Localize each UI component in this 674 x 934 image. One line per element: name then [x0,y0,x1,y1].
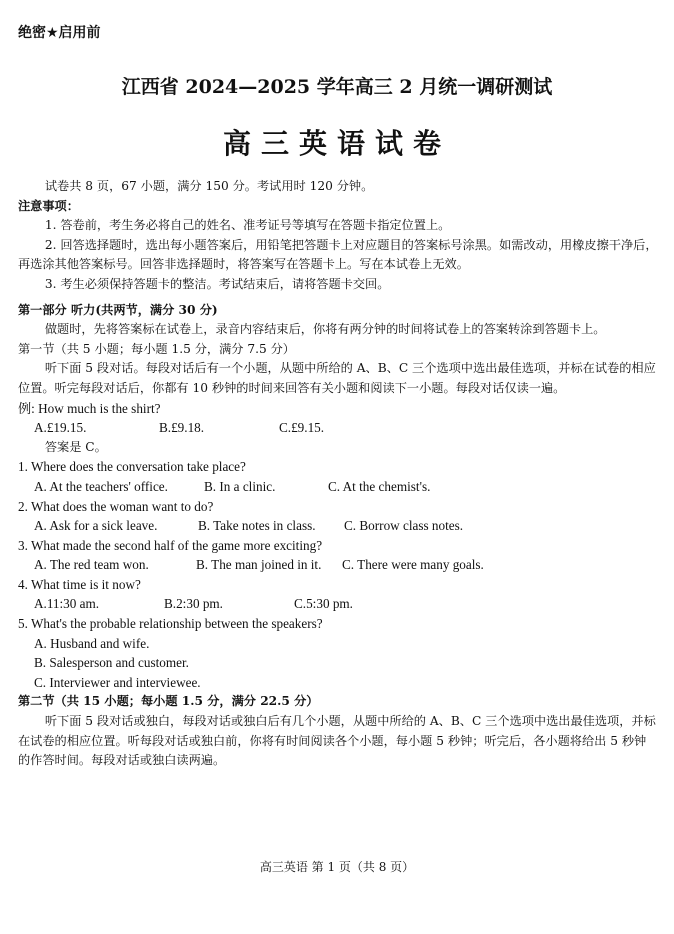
page-footer: 高三英语 第 1 页（共 8 页） [259,860,415,874]
question-5: 5. What's the probable relationship between the speakers? [18,616,323,632]
option-a: A. The red team won. [34,557,149,573]
section1-instruction: 听下面 5 段对话。每段对话后有一个小题，从题中所给的 A、B、C 三个选项中选出最佳选项，并标在试卷的相应位置。听完每段对话后，你都有 10 秒钟的时间来回答有关小题和阅读下一小题。每段对话仅读一遍。 [18,361,656,395]
question-4: 4. What time is it now? [18,576,141,592]
option-c: C. At the chemist's. [328,478,431,494]
option-b: B. Take notes in class. [198,518,316,534]
section2-instruction: 听下面 5 段对话或独白，每段对话或独白后有几个小题，从题中所给的 A、B、C 三个选项中选出最佳选项，并标在试卷的相应位置。听每段对话或独白前，你将有时间阅读各个小题，每小题 5 秒钟；听完后，各小题将给出 5 秒钟的作答时间。每段对话或独白读两遍。 [18,714,656,768]
option-a: A. Husband and wife. [34,635,150,651]
section1-heading: 第一节（共 5 小题；每小题 1.5 分，满分 7.5 分） [18,341,295,356]
notice-item: 2. 回答选择题时，选出每小题答案后，用铅笔把答题卡上对应题目的答案标号涂黑。如需改动，用橡皮擦干净后，再选涂其他答案标号。回答非选择题时，将答案写在答题卡上。写在本试卷上无效。 [18,237,658,272]
notice-item: 3. 考生必须保持答题卡的整洁。考试结束后，请将答题卡交回。 [44,276,390,291]
option-b: B.2:30 pm. [164,596,223,612]
option-a: A.£19.15. [34,420,87,436]
example-options [18,418,658,438]
notice-heading: 注意事项： [18,198,79,213]
notice-item: 1. 答卷前，考生务必将自己的姓名、准考证号等填写在答题卡指定位置上。 [44,218,451,233]
part1-heading: 第一部分 听力(共两节，满分 30 分) [18,302,218,317]
question-2: 2. What does the woman want to do? [18,498,214,514]
confidential-label: 绝密★启用前 [18,25,101,41]
question-3-options [18,555,658,575]
option-a: A.11:30 am. [34,596,100,612]
option-c: C.5:30 pm. [294,596,353,612]
exam-body [18,177,658,771]
question-2-options [18,516,658,536]
exam-summary: 试卷共 8 页，67 小题，满分 150 分。考试用时 120 分钟。 [44,179,374,193]
example-answer: 答案是 C。 [44,439,107,454]
subject-title: 高三英语试卷 [222,127,451,160]
option-c: C.£9.15. [279,420,325,436]
option-a: A. At the teachers' office. [34,478,168,494]
option-c: C. Interviewer and interviewee. [34,674,201,690]
option-c: C. There were many goals. [342,557,484,573]
section2-heading: 第二节（共 15 小题；每小题 1.5 分，满分 22.5 分） [18,694,319,709]
part1-instruction: 做题时，先将答案标在试卷上，录音内容结束后，你将有两分钟的时间将试卷上的答案转涂到答题卡上。 [44,322,606,337]
option-b: B. Salesperson and customer. [34,655,189,671]
exam-title: 江西省 2024—2025 学年高三 2 月统一调研测试 [121,76,553,98]
question-3: 3. What made the second half of the game more exciting? [18,537,323,553]
question-1: 1. Where does the conversation take place? [18,459,246,475]
option-b: B.£9.18. [159,420,205,436]
option-a: A. Ask for a sick leave. [34,518,158,534]
question-1-options [18,477,658,497]
question-5-options [18,634,658,693]
option-b: B. In a clinic. [204,478,276,494]
option-b: B. The man joined in it. [196,557,322,573]
option-c: C. Borrow class notes. [344,518,464,534]
example-question: 例: How much is the shirt? [18,400,161,416]
question-4-options [18,594,658,614]
